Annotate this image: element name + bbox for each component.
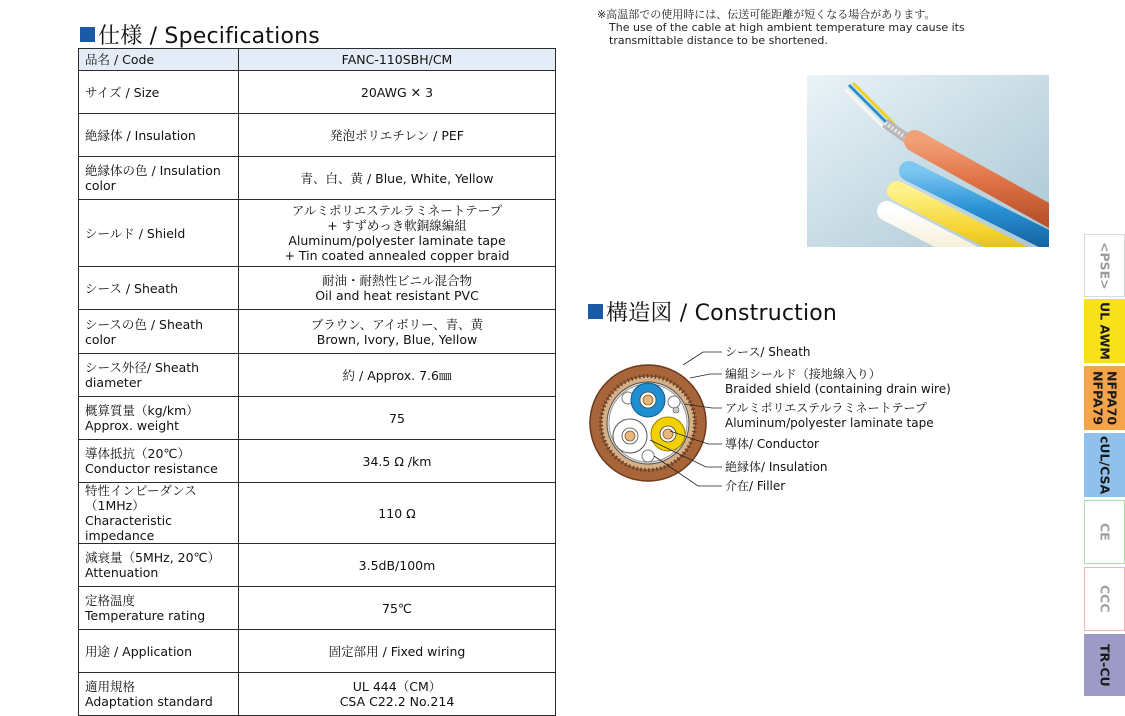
label-insulation: 絶縁体/ Insulation bbox=[725, 460, 828, 474]
spec-row bbox=[79, 544, 556, 587]
spec-label-line: シールド / Shield bbox=[85, 225, 186, 241]
spec-row bbox=[79, 200, 556, 267]
spec-value bbox=[239, 483, 556, 544]
spec-row bbox=[79, 354, 556, 397]
spec-label-line: Characteristic impedance bbox=[85, 513, 172, 543]
tab-tr-cu[interactable] bbox=[1084, 634, 1125, 696]
tab-label: NFPA70 NFPA79 bbox=[1090, 370, 1120, 426]
spec-value-line: ブラウン、アイボリー、青、黄 bbox=[310, 316, 484, 332]
spec-label bbox=[79, 267, 239, 310]
spec-label bbox=[79, 397, 239, 440]
spec-label-line: Conductor resistance bbox=[85, 461, 218, 476]
spec-row bbox=[79, 440, 556, 483]
spec-row bbox=[79, 114, 556, 157]
spec-label-line: Approx. weight bbox=[85, 418, 180, 433]
specifications-heading bbox=[80, 19, 320, 50]
spec-label bbox=[79, 157, 239, 200]
tab-label: cUL/CSA bbox=[1097, 435, 1113, 495]
tab-ul-awm[interactable] bbox=[1084, 299, 1125, 363]
construction-heading-text: 構造図 / Construction bbox=[606, 301, 838, 326]
spec-label bbox=[79, 673, 239, 716]
spec-value-line: 発泡ポリエチレン / PEF bbox=[330, 127, 464, 143]
spec-label-line: 概算質量（kg/km） bbox=[85, 403, 199, 418]
spec-value-line: Brown, Ivory, Blue, Yellow bbox=[316, 331, 478, 347]
spec-row bbox=[79, 397, 556, 440]
spec-value bbox=[239, 440, 556, 483]
spec-value-line: Oil and heat resistant PVC bbox=[315, 288, 479, 303]
label-conductor: 導体/ Conductor bbox=[725, 437, 819, 451]
spec-label bbox=[79, 114, 239, 157]
spec-value-line: 約 / Approx. 7.6㎜ bbox=[342, 367, 452, 383]
construction-heading bbox=[588, 296, 837, 327]
spec-label-line: 絶縁体 / Insulation bbox=[85, 127, 196, 143]
spec-value bbox=[239, 587, 556, 630]
tab-label: CE bbox=[1097, 523, 1113, 541]
label-tape-jp: アルミポリエステルラミネートテープ bbox=[725, 401, 927, 415]
tab-ccc[interactable] bbox=[1084, 567, 1125, 631]
spec-value bbox=[239, 157, 556, 200]
spec-value bbox=[239, 200, 556, 267]
spec-label-line: 品名 / Code bbox=[85, 52, 155, 67]
label-braid-en: Braided shield (containing drain wire) bbox=[725, 382, 951, 396]
tab-label: <PSE> bbox=[1097, 241, 1113, 290]
spec-row bbox=[79, 157, 556, 200]
spec-value-line: アルミポリエステルラミネートテープ bbox=[291, 203, 503, 218]
spec-value bbox=[239, 267, 556, 310]
spec-value bbox=[239, 630, 556, 673]
spec-value bbox=[239, 310, 556, 354]
spec-value-line: 耐油・耐熱性ビニル混合物 bbox=[321, 273, 472, 288]
spec-label-line: 絶縁体の色 / Insulation color bbox=[85, 163, 221, 193]
spec-row bbox=[79, 49, 556, 71]
heading-square-icon bbox=[588, 304, 603, 319]
spec-label bbox=[79, 354, 239, 397]
tab-label: UL AWM bbox=[1097, 302, 1113, 360]
spec-value-line: 110 Ω bbox=[378, 505, 416, 521]
spec-label bbox=[79, 630, 239, 673]
spec-label-line: シースの色 / Sheath color bbox=[85, 316, 204, 347]
spec-value bbox=[239, 544, 556, 587]
tab-pse[interactable] bbox=[1084, 234, 1125, 297]
spec-label bbox=[79, 71, 239, 114]
spec-value-line: 75℃ bbox=[382, 600, 412, 616]
spec-value bbox=[239, 354, 556, 397]
spec-label bbox=[79, 440, 239, 483]
spec-value bbox=[239, 397, 556, 440]
spec-label bbox=[79, 587, 239, 630]
spec-value-line: 75 bbox=[389, 410, 405, 426]
spec-value-line: 3.5dB/100m bbox=[358, 557, 436, 573]
spec-value-line: 20AWG ✕ 3 bbox=[360, 84, 434, 100]
spec-label-line: 導体抵抗（20℃） bbox=[85, 446, 190, 461]
heading-square-icon bbox=[80, 27, 95, 42]
specifications-table bbox=[78, 48, 556, 716]
tab-nfpa70-nfpa79[interactable] bbox=[1084, 366, 1125, 430]
spec-value-line: + Tin coated annealed copper braid bbox=[284, 248, 510, 263]
spec-label-line: 特性インピーダンス（1MHz） bbox=[85, 483, 197, 513]
spec-value bbox=[239, 49, 556, 71]
spec-label-line: シース / Sheath bbox=[85, 280, 179, 296]
spec-label bbox=[79, 544, 239, 587]
note-english: The use of the cable at high ambient temperature may cause its transmittable distance to be shortened. bbox=[609, 21, 965, 47]
spec-value bbox=[239, 71, 556, 114]
spec-row bbox=[79, 673, 556, 716]
label-braid-jp: 編組シールド（接地線入り） bbox=[725, 367, 881, 381]
tab-ce[interactable] bbox=[1084, 500, 1125, 564]
spec-row bbox=[79, 310, 556, 354]
spec-value bbox=[239, 114, 556, 157]
spec-value-line: FANC-110SBH/CM bbox=[341, 52, 453, 67]
spec-row bbox=[79, 267, 556, 310]
spec-label bbox=[79, 200, 239, 267]
tab-label: CCC bbox=[1097, 585, 1113, 613]
tab-cul-csa[interactable] bbox=[1084, 433, 1125, 497]
spec-label-line: Temperature rating bbox=[85, 608, 206, 623]
spec-value-line: 固定部用 / Fixed wiring bbox=[328, 643, 466, 659]
spec-value-line: 34.5 Ω /km bbox=[362, 453, 432, 469]
specifications-heading-text: 仕様 / Specifications bbox=[98, 24, 320, 49]
spec-label-line: Attenuation bbox=[85, 565, 159, 580]
label-sheath: シース/ Sheath bbox=[725, 345, 811, 359]
spec-row bbox=[79, 587, 556, 630]
spec-label bbox=[79, 483, 239, 544]
spec-label-line: 用途 / Application bbox=[85, 643, 193, 659]
spec-value bbox=[239, 673, 556, 716]
spec-label-line: シース外径/ Sheath diameter bbox=[85, 360, 200, 390]
spec-row bbox=[79, 71, 556, 114]
spec-label-line: 減衰量（5MHz, 20℃） bbox=[85, 550, 221, 565]
label-tape-en: Aluminum/polyester laminate tape bbox=[725, 416, 934, 430]
spec-label bbox=[79, 49, 239, 71]
note-japanese: ※高温部での使用時には、伝送可能距離が短くなる場合があります。 bbox=[597, 8, 936, 21]
spec-row bbox=[79, 483, 556, 544]
spec-value-line: + すずめっき軟銅線編組 bbox=[327, 218, 467, 233]
spec-label-line: サイズ / Size bbox=[85, 84, 160, 100]
spec-label-line: 適用規格 bbox=[85, 679, 136, 694]
spec-value-line: UL 444（CM） bbox=[352, 679, 442, 694]
label-filler: 介在/ Filler bbox=[725, 479, 786, 493]
tab-label: TR-CU bbox=[1097, 643, 1113, 687]
construction-diagram bbox=[588, 338, 988, 508]
cable-photo bbox=[807, 75, 1049, 247]
high-temperature-note bbox=[597, 8, 1037, 47]
spec-value-line: CSA C22.2 No.214 bbox=[339, 694, 455, 709]
spec-row bbox=[79, 630, 556, 673]
spec-value-line: Aluminum/polyester laminate tape bbox=[288, 233, 506, 248]
spec-label-line: 定格温度 bbox=[85, 593, 136, 608]
spec-label-line: Adaptation standard bbox=[85, 694, 213, 709]
spec-value-line: 青、白、黄 / Blue, White, Yellow bbox=[300, 170, 494, 186]
spec-label bbox=[79, 310, 239, 354]
